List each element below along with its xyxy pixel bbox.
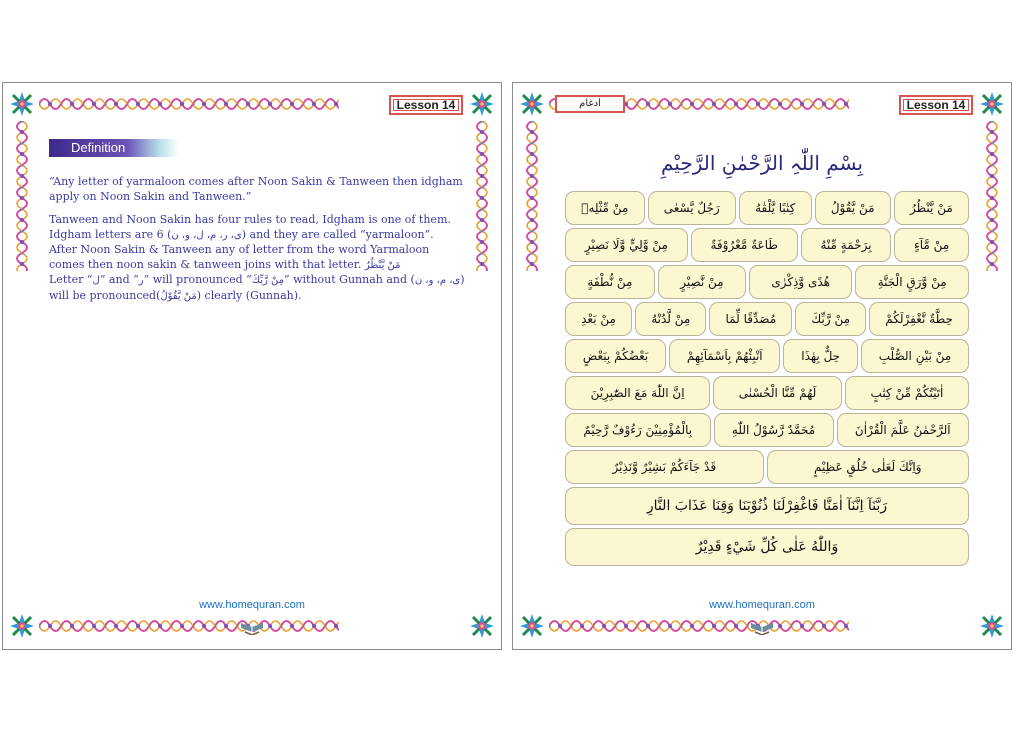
- practice-row: [565, 265, 969, 299]
- rules-line: [49, 273, 469, 289]
- practice-cell: مَنْ يَّقُوْلُ: [815, 191, 891, 225]
- practice-cell: قَدْ جَآءَكُمْ بَشِيْرٌ وَّنَذِيْرٌ: [565, 450, 764, 484]
- decorative-border-top: [39, 93, 339, 115]
- decorative-border-bottom: [549, 615, 849, 637]
- text-span: ” and “: [99, 273, 139, 286]
- practice-cell: مِنْ بَعْدِ: [565, 302, 632, 336]
- practice-row: [565, 302, 969, 336]
- practice-cell: وَاللّٰهُ عَلٰى كُلِّ شَيْءٍ قَدِيْرٌ: [565, 528, 969, 566]
- practice-cell: وَاِنَّكَ لَعَلٰى خُلُقٍ عَظِيْمٍ: [767, 450, 969, 484]
- arabic-example: مَنْ يَّقُوْلُ: [160, 290, 197, 302]
- corner-ornament-icon: [9, 91, 35, 117]
- practice-cell: مِنْ لَّدُنْهُ: [635, 302, 706, 336]
- quran-stand-icon: [239, 619, 265, 635]
- corner-ornament-icon: [519, 91, 545, 117]
- arabic-letter: ر: [138, 275, 144, 286]
- practice-cell: مِنْ نُّطْفَةٍ: [565, 265, 655, 299]
- practice-row: [565, 487, 969, 525]
- practice-cell: اٰتَيْتُكُمْ مِّنْ كِتٰبٍ: [845, 376, 969, 410]
- right-page: [512, 82, 1012, 650]
- practice-cell: رَبَّنَآ اِنَّنَآ اٰمَنَّا فَاغْفِرْلَنَا ذُنُوْبَنَا وَقِنَا عَذَابَ النَّارِ: [565, 487, 969, 525]
- arabic-example: مَنْ يَّنْظُرُ: [364, 259, 401, 271]
- text-span: ” will pronounced “: [143, 273, 252, 286]
- rules-line: [49, 228, 469, 244]
- definition-title: Definition: [49, 139, 179, 157]
- practice-row: [565, 413, 969, 447]
- practice-cell: اَلرَّحْمٰنُ عَلَّمَ الْقُرْاٰنَ: [837, 413, 969, 447]
- practice-cell: حِلٌّ بِهٰذَا: [783, 339, 857, 373]
- practice-cell: اَنْبِئْهُمْ بِاَسْمَآئِهِمْ: [669, 339, 780, 373]
- rules-line: [49, 289, 469, 305]
- website-link[interactable]: www.homequran.com: [199, 599, 305, 611]
- rules-line: [49, 258, 469, 274]
- corner-ornament-icon: [979, 613, 1005, 639]
- text-span: will be pronounced(: [49, 288, 161, 302]
- practice-cell: مِنْ نَّصِيْرٍ: [658, 265, 746, 299]
- definition-quote: “Any letter of yarmaloon comes after Noon Sakin & Tanween then idgham apply on Noon Sakin and Tanween.”: [49, 175, 463, 203]
- practice-cell: مِنْ مَّآءٍ: [894, 228, 969, 262]
- decorative-border-left: [521, 121, 543, 271]
- bismillah-heading: بِسْمِ اللّٰہِ الرَّحْمٰنِ الرَّحِيْمِ: [660, 151, 863, 175]
- arabic-example: مِنْ رَّبِّكَ: [251, 275, 284, 286]
- corner-ornament-icon: [979, 91, 1005, 117]
- arabic-letters: ی، ر، م، ل، و، ن: [171, 229, 242, 241]
- decorative-border-bottom: [39, 615, 339, 637]
- practice-cell: اِنَّ اللّٰهَ مَعَ الصّٰبِرِيْنَ: [565, 376, 710, 410]
- practice-cell: رَجُلٌ يَّسْعٰى: [648, 191, 736, 225]
- decorative-border-right: [981, 121, 1003, 271]
- practice-cell: بِالْمُؤْمِنِيْنَ رَءُوْفٌ رَّحِيْمٌ: [565, 413, 711, 447]
- practice-rows: [565, 191, 969, 569]
- lesson-label: Lesson 14: [899, 95, 973, 115]
- practice-cell: مِنْ مِّثْلِهٖ: [565, 191, 644, 225]
- text-span: ): [460, 273, 465, 286]
- practice-row: [565, 450, 969, 484]
- practice-row: [565, 376, 969, 410]
- lesson-label: Lesson 14: [389, 95, 463, 115]
- text-span: comes then noon sakin & tanween joins with that letter.: [49, 257, 362, 271]
- text-span: Idgham letters are 6 (: [49, 227, 172, 241]
- corner-ornament-icon: [519, 613, 545, 639]
- quran-stand-icon: [749, 619, 775, 635]
- decorative-border-left: [11, 121, 33, 271]
- practice-cell: كِتٰبًا يَّلْقٰهُ: [739, 191, 812, 225]
- practice-row: [565, 528, 969, 566]
- practice-row: [565, 191, 969, 225]
- practice-cell: هُدًى وَّذِكْرٰى: [749, 265, 852, 299]
- corner-ornament-icon: [9, 613, 35, 639]
- text-span: ) and they are called “yarmaloon”.: [241, 227, 434, 241]
- definition-text: [49, 175, 469, 304]
- practice-cell: بَعْضُكُمْ بِبَعْضٍ: [565, 339, 666, 373]
- practice-row: [565, 339, 969, 373]
- corner-ornament-icon: [469, 91, 495, 117]
- text-span: Letter “: [49, 273, 93, 286]
- corner-ornament-icon: [469, 613, 495, 639]
- website-link[interactable]: www.homequran.com: [709, 599, 815, 611]
- practice-cell: مِنْ وَّرَقٍ الْجَنَّةِ: [855, 265, 969, 299]
- text-span: ) clearly (Gunnah).: [196, 288, 302, 302]
- practice-cell: مُحَمَّدٌ رَّسُوْلُ اللّٰهِ: [714, 413, 834, 447]
- practice-cell: لَهُمْ مِّنَّا الْحُسْنٰى: [713, 376, 842, 410]
- arabic-letter: ل: [92, 275, 100, 286]
- practice-cell: مِنْ بَيْنِ الصُّلْبِ: [861, 339, 969, 373]
- practice-cell: طَاعَةٌ مَّعْرُوْفَةٌ: [691, 228, 798, 262]
- practice-cell: بِرَحْمَةٍ مِّنْهُ: [801, 228, 892, 262]
- topic-label: ادغام: [555, 95, 625, 113]
- rules-line: After Noon Sakin & Tanween any of letter from the word Yarmaloon: [49, 243, 430, 256]
- arabic-letters: ی، م، و، ن: [414, 275, 461, 286]
- left-page: [2, 82, 502, 650]
- decorative-border-right: [471, 121, 493, 271]
- rules-paragraph: [49, 213, 469, 304]
- practice-cell: مَنْ يَّنْظُرُ: [894, 191, 969, 225]
- practice-row: [565, 228, 969, 262]
- practice-cell: حِطَّةٌ نَّغْفِرْلَكُمْ: [869, 302, 969, 336]
- practice-cell: مِنْ رَّبِّكَ: [795, 302, 866, 336]
- text-span: ” without Gunnah and (: [284, 273, 415, 286]
- practice-cell: مِنْ وَّلِيٍّ وَّلَا نَصِيْرٍ: [565, 228, 688, 262]
- rules-line: Tanween and Noon Sakin has four rules to read, Idgham is one of them.: [49, 213, 451, 226]
- practice-cell: مُصَدِّقًا لِّمَا: [709, 302, 792, 336]
